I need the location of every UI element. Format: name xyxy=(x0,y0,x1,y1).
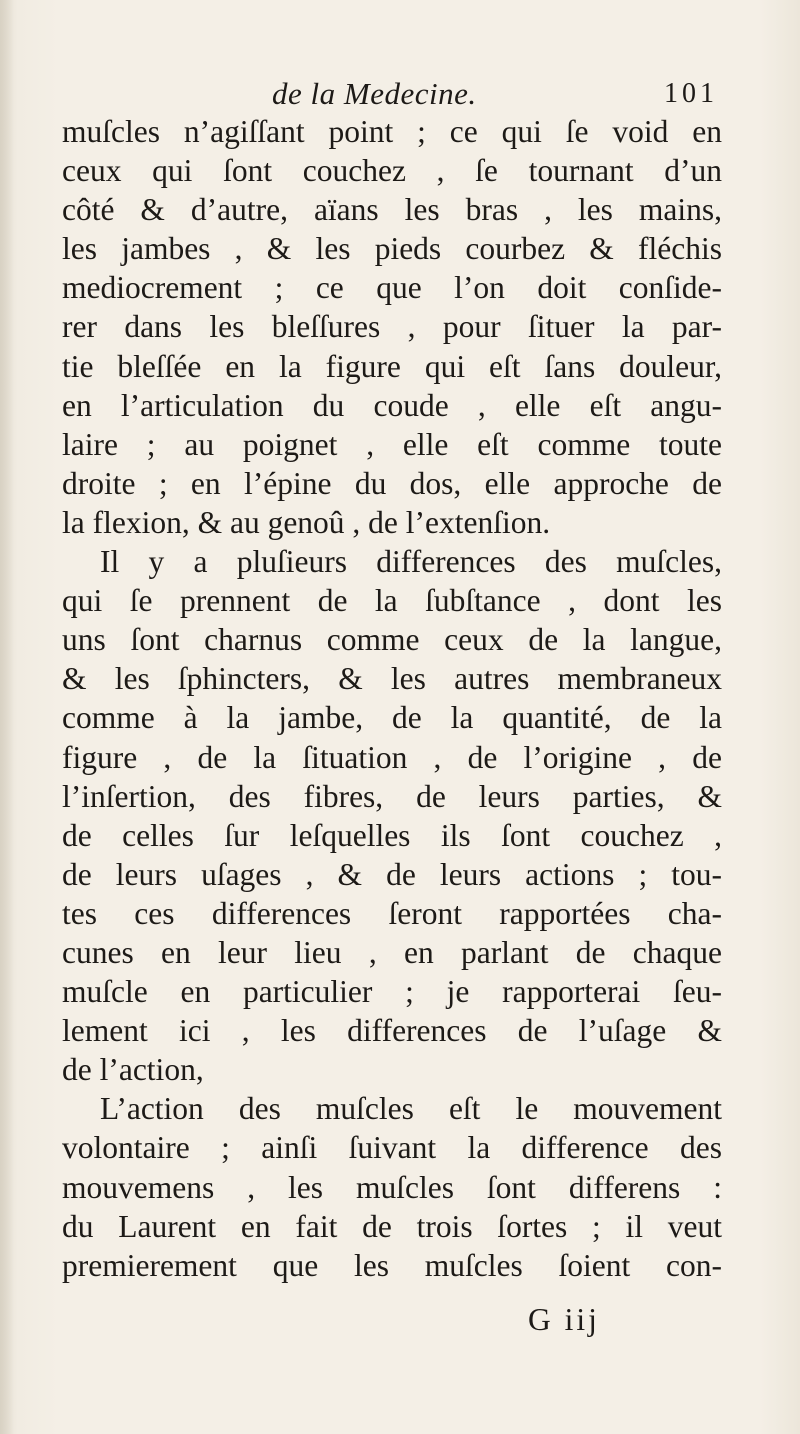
text-line: qui ſe prennent de la ſubſtance , dont les xyxy=(62,583,722,619)
text-line: comme à la jambe, de la quantité, de la xyxy=(62,700,722,736)
text-line: uns ſont charnus comme ceux de la langue, xyxy=(62,622,722,658)
text-line: ceux qui ſont couchez , ſe tournant d’un xyxy=(62,153,722,189)
text-line: l’inſertion, des fibres, de leurs parties, & xyxy=(62,778,722,814)
text-line: tes ces differences ſeront rapportées cha- xyxy=(62,895,722,931)
paragraph-start-line: L’action des muſcles eſt le mouvement xyxy=(100,1091,722,1127)
text-line: côté & d’autre, aïans les bras , les mains, xyxy=(62,192,722,228)
text-line: cunes en leur lieu , en parlant de chaque xyxy=(62,934,722,970)
text-line: droite ; en l’épine du dos, elle approche de xyxy=(62,465,722,501)
text-line: volontaire ; ainſi ſuivant la difference des xyxy=(62,1130,722,1166)
paragraph-start-line: Il y a pluſieurs differences des muſcles, xyxy=(100,544,722,580)
text-line: les jambes , & les pieds courbez & fléchis xyxy=(62,231,722,267)
text-line: premierement que les muſcles ſoient con- xyxy=(62,1247,722,1283)
text-line: laire ; au poignet , elle eſt comme toute xyxy=(62,426,722,462)
running-head: de la Medecine. xyxy=(272,76,477,111)
text-line: mediocrement ; ce que l’on doit conſide- xyxy=(62,270,722,306)
page-number: 101 xyxy=(664,78,718,109)
text-line: en l’articulation du coude , elle eſt angu- xyxy=(62,387,722,423)
body-text xyxy=(62,112,722,1285)
text-line: de celles ſur leſquelles ils ſont couchez , xyxy=(62,817,722,853)
text-line: rer dans les bleſſures , pour ſituer la par- xyxy=(62,309,722,345)
text-line: mouvemens , les muſcles ſont differens : xyxy=(62,1169,722,1205)
text-line: muſcle en particulier ; je rapporterai ſeu- xyxy=(62,974,722,1010)
text-line: de l’action, xyxy=(62,1052,204,1088)
text-line: & les ſphincters, & les autres membraneux xyxy=(62,661,722,697)
text-line: muſcles n’agiſſant point ; ce qui ſe void en xyxy=(62,114,722,149)
gutter-shadow xyxy=(0,0,14,1434)
text-line: de leurs uſages , & de leurs actions ; tou- xyxy=(62,856,722,892)
page-header xyxy=(62,76,722,116)
text-line: figure , de la ſituation , de l’origine , de xyxy=(62,739,722,775)
signature-mark: G iij xyxy=(528,1302,600,1337)
text-line: lement ici , les differences de l’uſage & xyxy=(62,1013,722,1049)
text-line: la flexion, & au genoû , de l’extenſion. xyxy=(62,504,551,540)
text-line: du Laurent en fait de trois ſortes ; il veut xyxy=(62,1208,722,1244)
text-line: tie bleſſée en la figure qui eſt ſans douleur, xyxy=(62,348,722,384)
